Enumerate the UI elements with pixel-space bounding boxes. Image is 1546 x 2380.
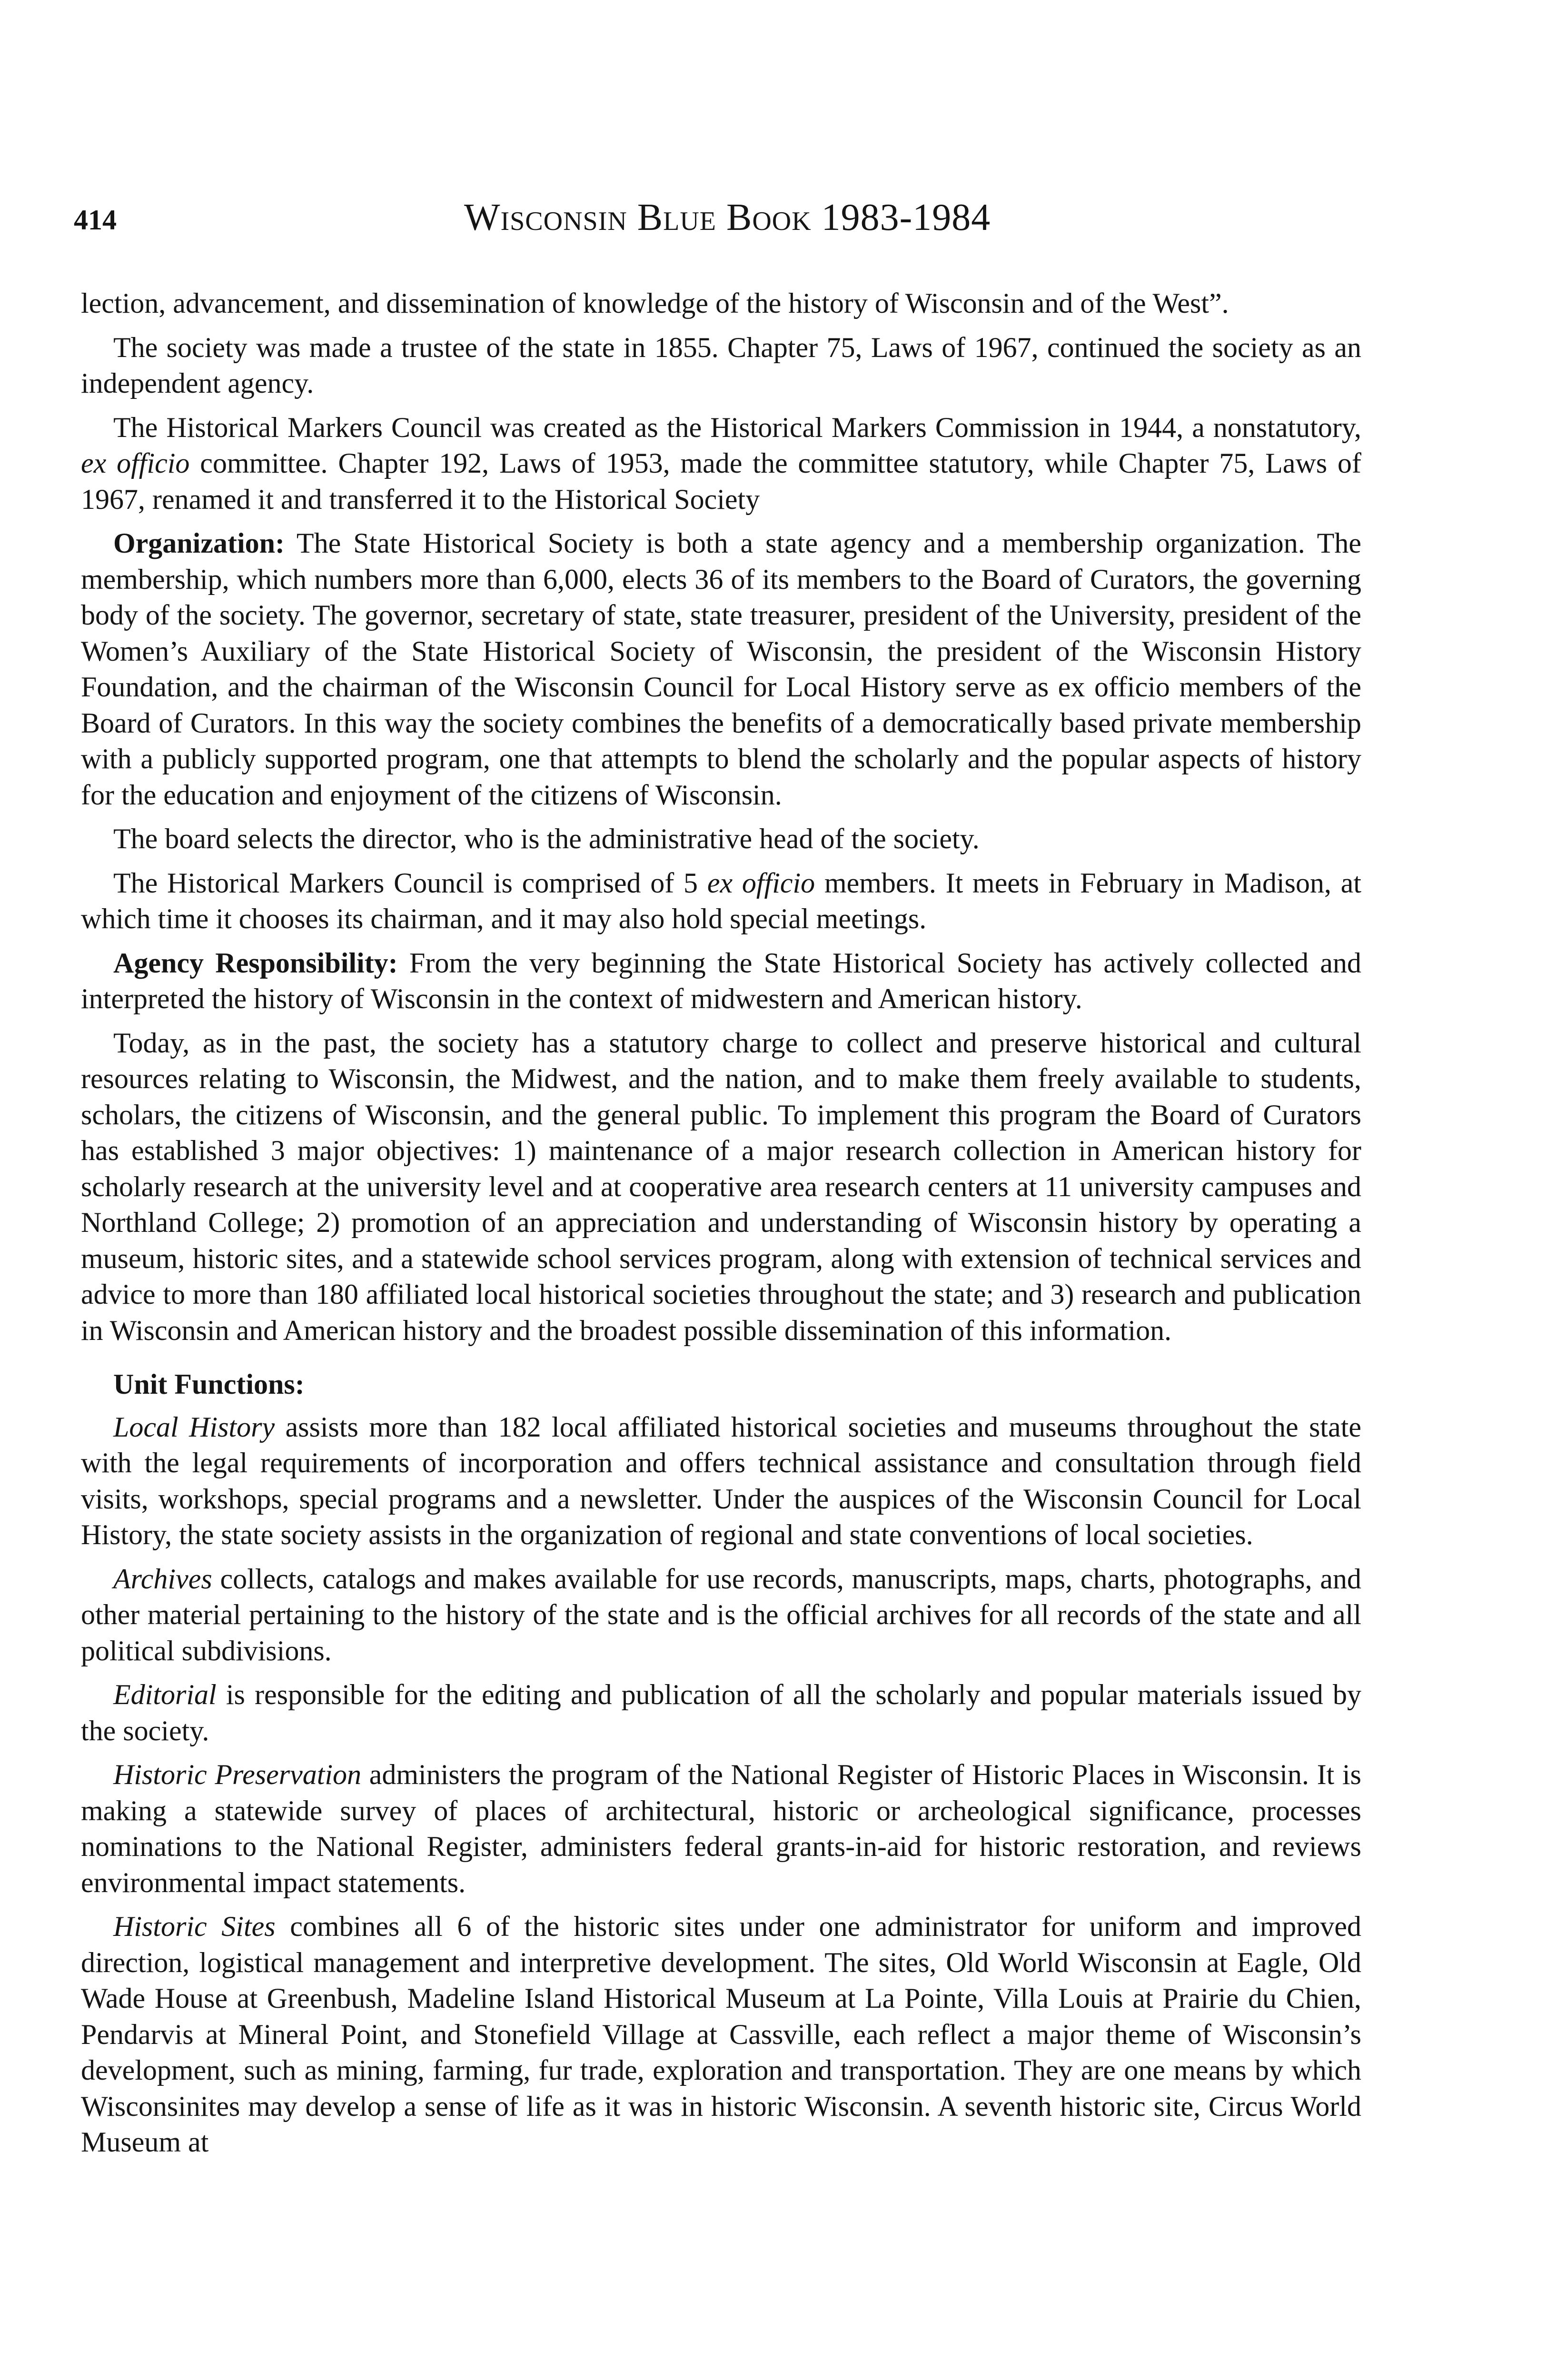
- paragraph-continuation: lection, advancement, and dissemination of knowledge of the history of Wisconsin and of the West”.: [81, 288, 1229, 319]
- paragraph-director: The board selects the director, who is the administrative head of the society.: [113, 823, 980, 854]
- unit-functions-heading: Unit Functions:: [113, 1368, 305, 1400]
- page-header: [74, 196, 1364, 253]
- paragraph-local-history: Local History assists more than 182 local affiliated historical societies and museums throughout the state with the legal requirements of incorporation and offers technical assistance and consultation through field visits, workshops, special programs and a newsletter. Under the auspices of the Wisconsin Council for Local History, the state society assists in the organization of regional and state conventions of local societies.: [81, 1411, 1362, 1550]
- body-text: [81, 286, 1361, 2169]
- paragraph-markers-council: The Historical Markers Council is comprised of 5 ex officio members. It meets in February in Madison, at which time it chooses its chairman, and it may also hold special meetings.: [81, 867, 1362, 934]
- paragraph-historic-preservation: Historic Preservation administers the program of the National Register of Historic Places in Wisconsin. It is making a statewide survey of places of architectural, historic or archeological significance, processes nominations to the National Register, administers federal grants-in-aid for historic restoration, and reviews environmental impact statements.: [81, 1759, 1362, 1898]
- paragraph-markers-council-history: The Historical Markers Council was created as the Historical Markers Commission in 1944, a nonstatutory, ex officio committee. Chapter 192, Laws of 1953, made the committee statutory, while Chapter 75, Laws of 1967, renamed it and transferred it to the Historical Society: [81, 411, 1361, 515]
- paragraph-editorial: Editorial is responsible for the editing and publication of all the scholarly and popular materials issued by the society.: [81, 1679, 1362, 1746]
- paragraph-historic-sites: Historic Sites combines all 6 of the historic sites under one administrator for uniform and improved direction, logistical management and interpretive development. The sites, Old World Wisconsin at Eagle, Old Wade House at Greenbush, Madeline Island Historical Museum at La Pointe, Villa Louis at Prairie du Chien, Pendarvis at Mineral Point, and Stonefield Village at Cassville, each reflect a major theme of Wisconsin’s development, such as mining, farming, fur trade, exploration and transportation. They are one means by which Wisconsinites may develop a sense of life as it was in historic Wisconsin. A seventh historic site, Circus World Museum at: [81, 1911, 1361, 2158]
- organization-heading: Organization:: [113, 527, 285, 559]
- page-number: 414: [74, 204, 117, 236]
- paragraph-agency-responsibility: Agency Responsibility: From the very beginning the State Historical Society has actively collected and interpreted the history of Wisconsin in the context of midwestern and American history.: [81, 947, 1362, 1014]
- agency-responsibility-heading: Agency Responsibility:: [113, 947, 398, 979]
- paragraph-organization: Organization: The State Historical Society is both a state agency and a membership organization. The membership, which numbers more than 6,000, elects 36 of its members to the Board of Curators, the governing body of the society. The governor, secretary of state, state treasurer, president of the University, president of the Women’s Auxiliary of the State Historical Society of Wisconsin, the president of the Wisconsin History Foundation, and the chairman of the Wisconsin Council for Local History serve as ex officio members of the Board of Curators. In this way the society combines the benefits of a democratically based private membership with a publicly supported program, one that attempts to blend the scholarly and the popular aspects of history for the education and enjoyment of the citizens of Wisconsin.: [81, 527, 1361, 811]
- paragraph-archives: Archives collects, catalogs and makes available for use records, manuscripts, maps, charts, photographs, and other material pertaining to the history of the state and is the official archives for all records of the state and all political subdivisions.: [81, 1563, 1362, 1666]
- running-title: Wisconsin Blue Book 1983-1984: [464, 197, 991, 238]
- paragraph-trustee: The society was made a trustee of the state in 1855. Chapter 75, Laws of 1967, continued the society as an independent agency.: [81, 331, 1361, 399]
- paragraph-objectives: Today, as in the past, the society has a statutory charge to collect and preserve historical and cultural resources relating to Wisconsin, the Midwest, and the nation, and to make them freely available to students, scholars, the citizens of Wisconsin, and the general public. To implement this program the Board of Curators has established 3 major objectives: 1) maintenance of a major research collection in American history for scholarly research at the university level and at cooperative area research centers at 11 university campuses and Northland College; 2) promotion of an appreciation and understanding of Wisconsin history by operating a museum, historic sites, and a statewide school services program, along with extension of technical services and advice to more than 180 affiliated local historical societies throughout the state; and 3) research and publication in Wisconsin and American history and the broadest possible dissemination of this information.: [81, 1027, 1361, 1346]
